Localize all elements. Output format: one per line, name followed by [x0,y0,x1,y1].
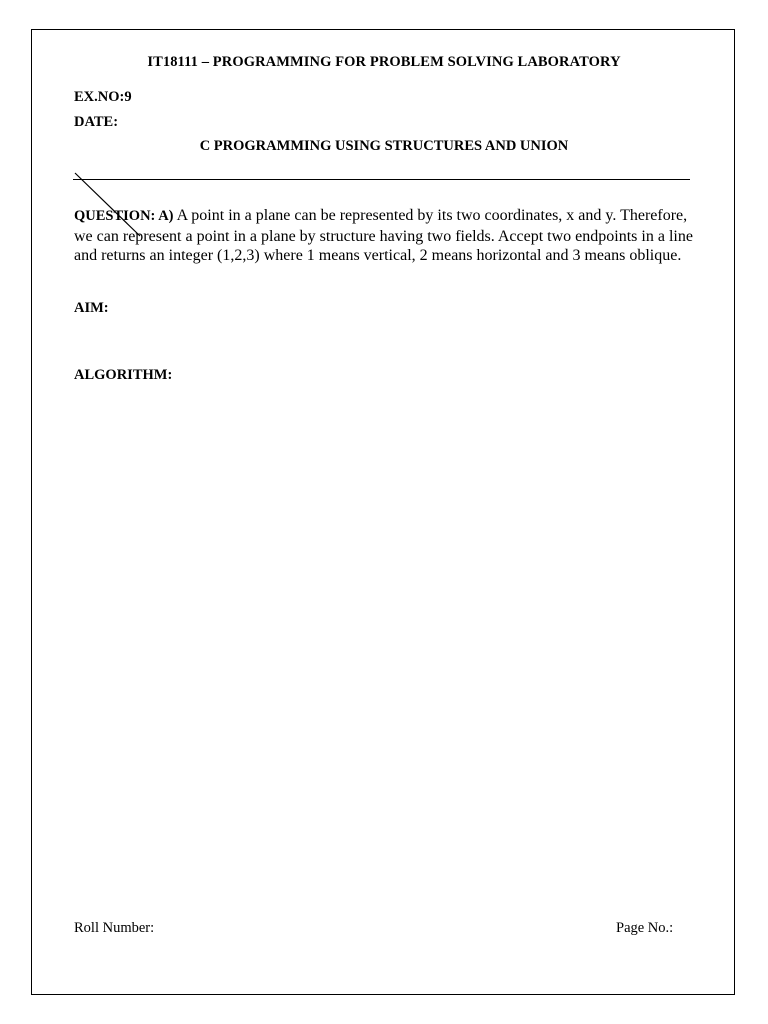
exercise-title: C PROGRAMMING USING STRUCTURES AND UNION [199,138,569,154]
date-label: DATE: [74,114,119,130]
question-block [74,206,699,266]
question-text: A point in a plane can be represented by its two coordinates, x and y. Therefore, we can represent a point in a plane by structure having two fields. Accept two endpoints in a line and returns an integer (1,2,3) where 1 means vertical, 2 means horizontal and 3 means oblique. [74,207,693,264]
page-number-label: Page No.: [616,920,674,936]
question-label: QUESTION: A) [74,208,174,224]
aim-heading: AIM: [74,300,109,316]
roll-number-label: Roll Number: [74,920,155,936]
algorithm-heading: ALGORITHM: [74,367,173,383]
horizontal-rule [73,179,690,180]
exercise-number: EX.NO:9 [74,89,132,105]
course-header: IT18111 – PROGRAMMING FOR PROBLEM SOLVING LABORATORY [147,54,621,70]
